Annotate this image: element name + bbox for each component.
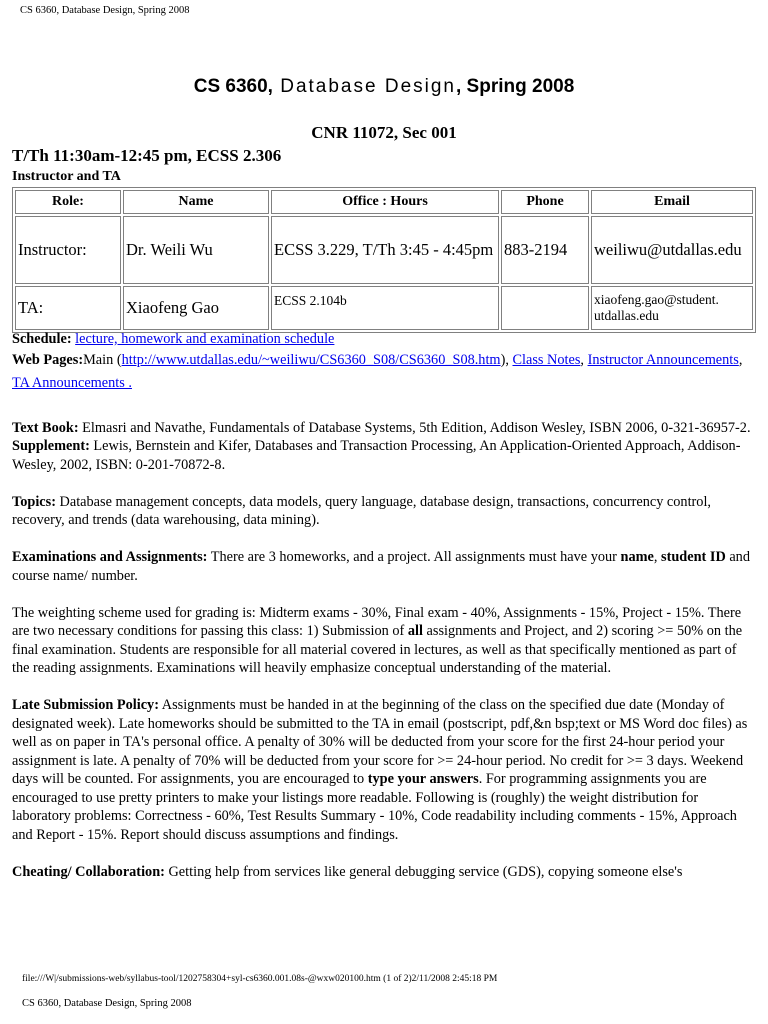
weighting-bold: all	[407, 623, 423, 639]
exams-bold: student ID	[661, 549, 726, 565]
table-header: Email	[591, 190, 753, 214]
cheating-text: Getting help from services like general debugging service (GDS), copying someone else's	[164, 863, 683, 880]
table-cell: Instructor:	[15, 216, 121, 284]
table-cell: 883-2194	[501, 216, 589, 284]
topics-paragraph	[12, 493, 756, 530]
title-term: , Spring 2008	[456, 76, 575, 97]
web-pages-label: Web Pages:	[12, 351, 84, 368]
title-course: CS 6360,	[193, 76, 273, 97]
textbook-paragraph	[12, 419, 756, 438]
class-notes-link[interactable]: Class Notes	[512, 351, 581, 368]
instructor-announcements-link[interactable]: Instructor Announcements	[587, 351, 739, 368]
syllabus-content	[12, 330, 756, 881]
exams-text: and course name/ number.	[12, 549, 750, 584]
exams-text: There are 3 homeworks, and a project. All assignments must have your	[207, 549, 621, 565]
supplement-text: Lewis, Bernstein and Kifer, Databases and Transaction Processing, An Application-Oriented Approach, Addison-Wesley, 2002, ISBN: 0-201-70872-8.	[12, 438, 741, 473]
table-header: Phone	[501, 190, 589, 214]
supplement-paragraph	[12, 437, 756, 474]
table-header: Name	[123, 190, 269, 214]
web-pages-main-prefix: Main (	[83, 351, 122, 368]
web-pages-main-suffix: ),	[500, 351, 513, 368]
textbook-text: Elmasri and Navathe, Fundamentals of Database Systems, 5th Edition, Addison Wesley, ISBN 2006, 0-321-36957-2.	[78, 419, 751, 436]
table-header-row	[15, 190, 753, 214]
web-pages-line	[12, 349, 756, 395]
late-policy-bold: type your answers	[367, 771, 479, 787]
table-cell: Xiaofeng Gao	[123, 286, 269, 330]
weighting-text: assignments and Project, and 2) scoring >= 50% on the final examination. Students are responsible for all material covered in lectures, as well as that specifically mentioned as part of the reading assignments. Examinations will heavily emphasize conceptual understanding of the material.	[12, 623, 743, 676]
schedule-link[interactable]: lecture, homework and examination schedule	[75, 331, 335, 347]
ta-announcements-link[interactable]: TA Announcements .	[12, 374, 132, 391]
table-cell	[501, 286, 589, 330]
table-cell: TA:	[15, 286, 121, 330]
table-cell: ECSS 3.229, T/Th 3:45 - 4:45pm	[271, 216, 499, 284]
table-header: Role:	[15, 190, 121, 214]
weighting-paragraph	[12, 604, 756, 678]
table-row	[15, 216, 753, 284]
weighting-text: The weighting scheme used for grading is: Midterm exams - 30%, Final exam - 40%, Assignments - 15%, Project - 15%. There are two necessary conditions for passing this class: 1) Submission of	[12, 604, 742, 639]
late-policy-paragraph	[12, 696, 756, 844]
schedule-label: Schedule:	[12, 331, 72, 347]
footer-page-header: CS 6360, Database Design, Spring 2008	[22, 998, 192, 1009]
textbook-label: Text Book:	[12, 419, 79, 436]
class-time: T/Th 11:30am-12:45 pm, ECSS 2.306	[12, 146, 282, 165]
table-cell: ECSS 2.104b	[271, 286, 499, 330]
supplement-label: Supplement:	[12, 438, 90, 454]
table-cell: weiliwu@utdallas.edu	[591, 216, 753, 284]
title-name: Database Design	[272, 76, 456, 97]
course-cnr: CNR 11072, Sec 001	[311, 123, 457, 142]
table-header: Office : Hours	[271, 190, 499, 214]
table-cell: Dr. Weili Wu	[123, 216, 269, 284]
topics-text: Database management concepts, data models, query language, database design, transactions, concurrency control, recovery, and trends (data warehousing, data mining).	[12, 493, 711, 528]
late-policy-text: . For programming assignments you are encouraged to use pretty printers to make your listings more readable. Following is (roughly) the weight distribution for laboratory problems: Correctness - 60%, Test Results Summary - 10%, Code readability including comments - 15%, Approach and Report - 15%. Report should discuss assumptions and findings.	[12, 771, 737, 843]
separator: ,	[580, 351, 588, 368]
footer-path: file:///W|/submissions-web/syllabus-tool/1202758304+syl-cs6360.001.08s-@wxw020100.htm (1 of 2)2/11/2008 2:45:18 PM	[22, 974, 498, 984]
instructor-ta-heading: Instructor and TA	[12, 169, 121, 184]
exams-label: Examinations and Assignments:	[12, 549, 208, 565]
page-title	[0, 76, 768, 98]
cheating-paragraph	[12, 863, 756, 882]
exams-text: ,	[653, 549, 662, 565]
late-policy-text: Assignments must be handed in at the beginning of the class on the specified due date (Monday of designated week). Late homeworks should be submitted to the TA in email (postscript, pdf,&n bsp;text or MS Word doc files) as well as on paper in TA's personal office. A penalty of 30% will be deducted from your score for the first 24-hour period your assignment is late. A penalty of 70% will be deducted from your score for >= 24-hour period. No credit for >= 3 days. Weekend days will be counted. For assignments, you are encouraged to	[12, 697, 748, 787]
separator: ,	[738, 351, 743, 368]
table-cell: xiaofeng.gao@student. utdallas.edu	[591, 286, 753, 330]
main-page-link[interactable]: http://www.utdallas.edu/~weiliwu/CS6360_S08/CS6360_S08.htm	[121, 351, 501, 368]
staff-table	[12, 187, 756, 333]
late-policy-label: Late Submission Policy:	[12, 697, 159, 713]
exams-bold: name	[620, 549, 654, 565]
cheating-label: Cheating/ Collaboration:	[12, 863, 165, 880]
table-row	[15, 286, 753, 330]
topics-label: Topics:	[12, 493, 56, 510]
exams-paragraph	[12, 548, 756, 585]
schedule-line	[12, 330, 756, 349]
page-header: CS 6360, Database Design, Spring 2008	[20, 5, 190, 16]
